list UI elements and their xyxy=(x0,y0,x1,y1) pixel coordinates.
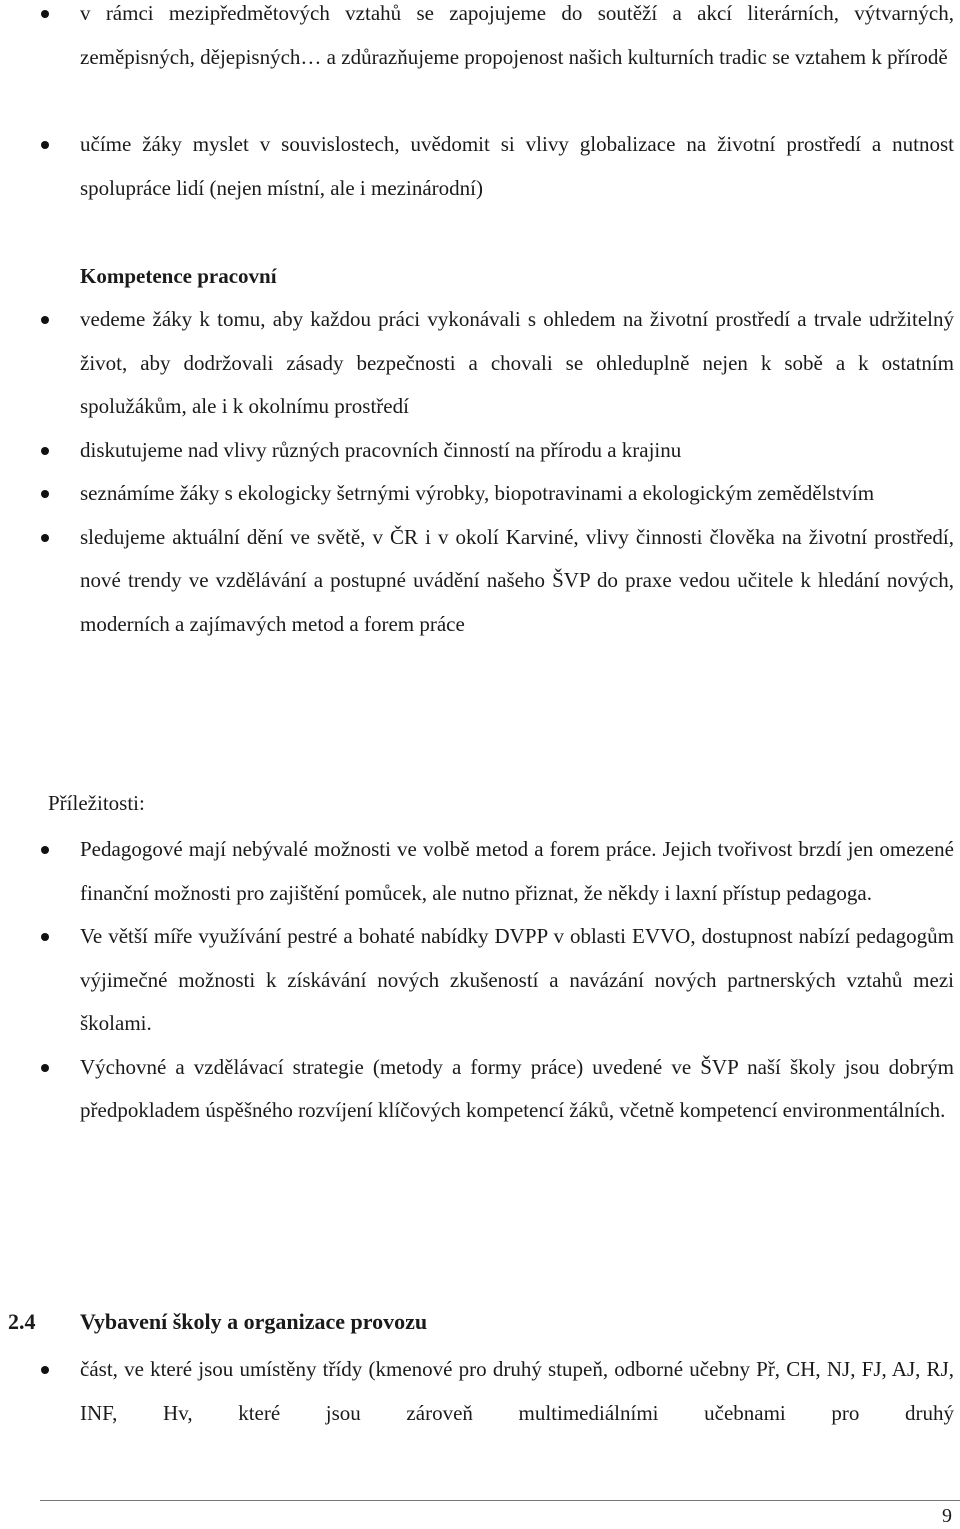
section-list xyxy=(0,1348,960,1435)
list-item-text: seznámíme žáky s ekologicky šetrnými výrobky, biopotravinami a ekologickým zemědělstvím xyxy=(80,481,875,505)
list-item xyxy=(0,0,960,79)
top-bullet-list-2 xyxy=(0,123,960,210)
bullet-icon xyxy=(41,447,49,455)
work-competence-list xyxy=(0,298,960,646)
page-number: 9 xyxy=(942,1505,952,1527)
list-item-text: v rámci mezipředmětových vztahů se zapojujeme do soutěží a akcí literárních, výtvarných, zeměpisných, dějepisných… a zdůrazňujeme propojenost našich kulturních tradic se vztahem k přírodě xyxy=(80,1,954,69)
bullet-icon xyxy=(41,846,49,854)
list-item-text: sledujeme aktuální dění ve světě, v ČR i v okolí Karviné, vlivy činnosti člověka na životní prostředí, nové trendy ve vzdělávání a postupné uvádění našeho ŠVP do praxe vedou učitele k hledání nových, moderních a zajímavých metod a forem práce xyxy=(80,524,954,636)
section-title: Vybavení školy a organizace provozu xyxy=(80,1309,428,1334)
list-item-text: Ve větší míře využívání pestré a bohaté nabídky DVPP v oblasti EVVO, dostupnost nabízí pedagogům výjimečné možnosti k získávání nových zkušeností a navázání nových partnerských vztahů mezi školami. xyxy=(80,924,954,1035)
footer-divider xyxy=(40,1500,960,1501)
section-number: 2.4 xyxy=(8,1309,36,1334)
list-item xyxy=(0,1046,960,1133)
bullet-icon xyxy=(41,534,49,542)
bullet-icon xyxy=(41,1064,49,1072)
list-item xyxy=(0,429,960,473)
list-item-text: učíme žáky myslet v souvislostech, uvědomit si vlivy globalizace na životní prostředí a nutnost spolupráce lidí (nejen místní, ale i mezinárodní) xyxy=(80,132,954,200)
bullet-icon xyxy=(41,933,49,941)
list-item xyxy=(0,472,960,516)
list-item xyxy=(0,298,960,429)
list-item-text: Pedagogové mají nebývalé možnosti ve volbě metod a forem práce. Jejich tvořivost brzdí jen omezené finanční možnosti pro zajištění pomůcek, ale nutno přiznat, že někdy i laxní přístup pedagoga. xyxy=(80,837,954,905)
list-item-text: diskutujeme nad vlivy různých pracovních činností na přírodu a krajinu xyxy=(80,437,682,462)
list-item xyxy=(0,1348,960,1435)
work-competence-heading: Kompetence pracovní xyxy=(80,264,277,288)
list-item xyxy=(0,915,960,1046)
bullet-icon xyxy=(41,490,49,498)
top-bullet-list xyxy=(0,0,960,79)
list-item-text: vedeme žáky k tomu, aby každou práci vykonávali s ohledem na životní prostředí a trvale udržitelný život, aby dodržovali zásady bezpečnosti a chovali se ohleduplně nejen k sobě a k ostatním spolužákům, ale i k okolnímu prostředí xyxy=(80,307,954,418)
list-item-text: část, ve které jsou umístěny třídy (kmenové pro druhý stupeň, odborné učebny Př, CH, NJ, FJ, AJ, RJ, INF, Hv, které jsou zároveň multimediálními učebnami pro druhý xyxy=(80,1357,954,1425)
list-item xyxy=(0,123,960,210)
bullet-icon xyxy=(41,141,49,149)
bullet-icon xyxy=(41,316,49,324)
bullet-icon xyxy=(41,1366,49,1374)
list-item xyxy=(0,828,960,915)
list-item xyxy=(0,516,960,647)
bullet-icon xyxy=(41,10,49,18)
opportunities-list xyxy=(0,828,960,1133)
opportunities-heading: Příležitosti: xyxy=(48,791,145,815)
list-item-text: Výchovné a vzdělávací strategie (metody a formy práce) uvedené ve ŠVP naší školy jsou dobrým předpokladem úspěšného rozvíjení klíčových kompetencí žáků, včetně kompetencí environmentálních. xyxy=(80,1054,954,1122)
